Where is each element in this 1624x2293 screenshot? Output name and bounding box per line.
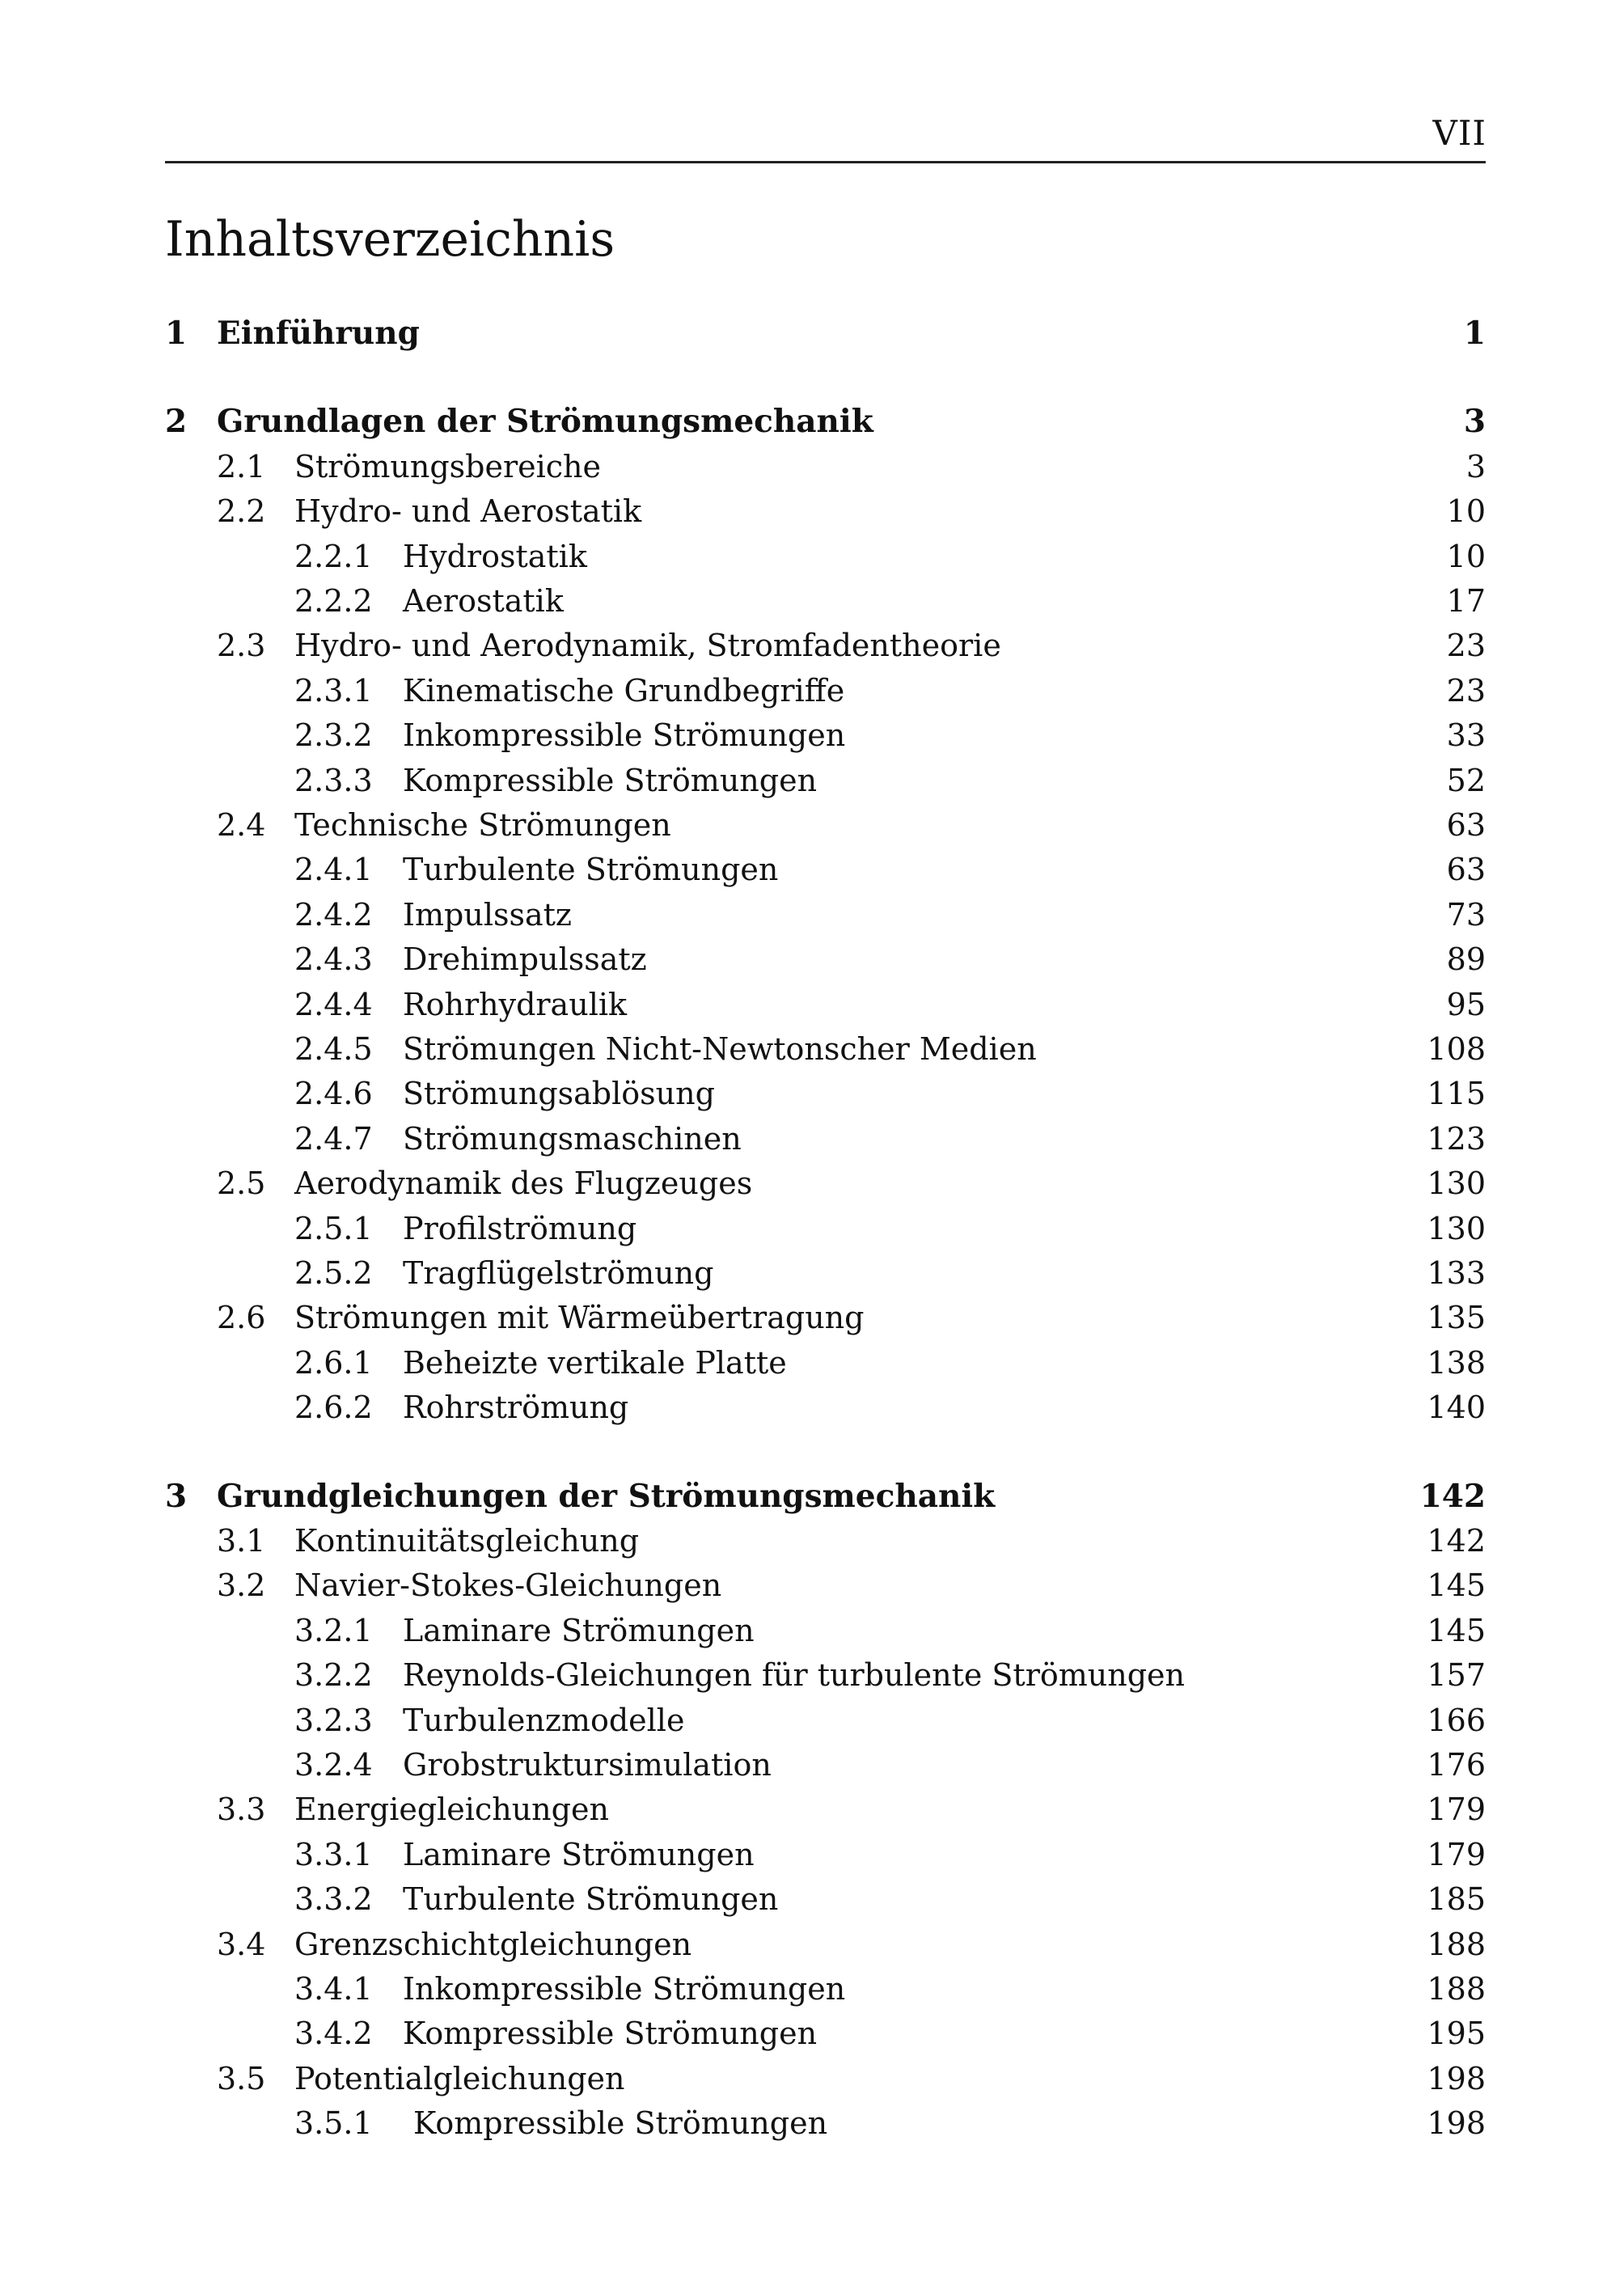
toc-entry-title: Kompressible Strömungen	[413, 2105, 828, 2141]
toc-entry-page: 89	[1446, 941, 1486, 977]
toc-entry-title: Strömungsbereiche	[294, 449, 602, 484]
toc-entry-number: 2.5.1	[294, 1211, 373, 1246]
toc-entry	[0, 1698, 1624, 1743]
toc-entry-number: 3	[165, 1478, 188, 1515]
toc-entry-page: 157	[1427, 1657, 1486, 1693]
toc-entry-number: 3.5.1	[294, 2105, 373, 2141]
toc-entry-page: 142	[1427, 1523, 1486, 1559]
toc-entry-number: 3.4.2	[294, 2016, 373, 2051]
toc-entry-number: 3.1	[217, 1523, 266, 1559]
toc-entry-number: 3.2	[217, 1567, 266, 1603]
toc-entry-number: 2.2	[217, 493, 266, 529]
toc-title: Inhaltsverzeichnis	[165, 211, 615, 268]
toc-entry-title: Potentialgleichungen	[294, 2061, 625, 2096]
toc-entry	[0, 1787, 1624, 1832]
page-number: VII	[1432, 113, 1487, 153]
toc-entry-number: 2.4.2	[294, 897, 373, 933]
toc-entry-page: 10	[1446, 493, 1486, 529]
toc-entry-page: 63	[1446, 852, 1486, 887]
toc-entry	[0, 1608, 1624, 1653]
toc-entry-title: Tragflügelströmung	[403, 1255, 714, 1291]
toc-entry	[0, 802, 1624, 848]
toc-entry-number: 2.5.2	[294, 1255, 373, 1291]
toc-entry	[0, 1832, 1624, 1877]
toc-entry-number: 3.3.1	[294, 1837, 373, 1872]
toc-entry-page: 63	[1446, 807, 1486, 843]
toc-entry-page: 188	[1427, 1971, 1486, 2007]
toc-entry-page: 10	[1446, 539, 1486, 574]
toc-entry	[0, 1966, 1624, 2012]
toc-entry	[0, 1474, 1624, 1519]
toc-entry	[0, 1652, 1624, 1698]
toc-entry-title: Grobstruktursimulation	[403, 1747, 772, 1783]
toc-entry-page: 179	[1427, 1837, 1486, 1872]
toc-entry-title: Laminare Strömungen	[403, 1613, 755, 1648]
toc-entry-page: 115	[1427, 1076, 1486, 1111]
toc-entry-number: 1	[165, 315, 188, 352]
toc-entry-page: 176	[1427, 1747, 1486, 1783]
toc-entry-number: 2.6.2	[294, 1390, 373, 1425]
toc-entry-title: Hydro- und Aerostatik	[294, 493, 642, 529]
toc-entry-title: Kompressible Strömungen	[403, 763, 818, 798]
toc-entry	[0, 534, 1624, 579]
toc-entry-title: Einführung	[217, 315, 420, 352]
toc-entry-number: 2.4.3	[294, 941, 373, 977]
toc-entry	[0, 1250, 1624, 1296]
toc-entry-page: 185	[1427, 1881, 1486, 1917]
toc-entry-number: 2.4.7	[294, 1121, 373, 1157]
toc-entry	[0, 311, 1624, 356]
toc-entry-title: Profilströmung	[403, 1211, 637, 1246]
toc-entry	[0, 668, 1624, 713]
toc-entry-title: Kompressible Strömungen	[403, 2016, 818, 2051]
toc-entry-title: Strömungsmaschinen	[403, 1121, 742, 1157]
toc-entry-number: 3.4.1	[294, 1971, 373, 2007]
toc-entry-number: 3.3	[217, 1792, 266, 1827]
toc-entry	[0, 578, 1624, 624]
toc-entry-title: Impulssatz	[403, 897, 572, 933]
toc-entry-title: Kinematische Grundbegriffe	[403, 673, 845, 709]
toc-entry	[0, 982, 1624, 1027]
toc-entry-title: Navier-Stokes-Gleichungen	[294, 1567, 722, 1603]
toc-entry	[0, 2056, 1624, 2101]
toc-entry-page: 133	[1427, 1255, 1486, 1291]
toc-entry-page: 52	[1446, 763, 1486, 798]
toc-entry-title: Inkompressible Strömungen	[403, 717, 846, 753]
toc-entry-number: 2.3.1	[294, 673, 373, 709]
toc-entry	[0, 399, 1624, 444]
toc-entry-title: Strömungen mit Wärmeübertragung	[294, 1300, 865, 1335]
toc-entry-number: 3.2.3	[294, 1703, 373, 1738]
toc-entry	[0, 1518, 1624, 1563]
toc-entry-title: Hydrostatik	[403, 539, 587, 574]
toc-entry	[0, 2101, 1624, 2146]
toc-entry	[0, 1206, 1624, 1251]
toc-entry	[0, 847, 1624, 892]
toc-entry-page: 130	[1427, 1211, 1486, 1246]
toc-entry-page: 33	[1446, 717, 1486, 753]
toc-entry-number: 2.3.3	[294, 763, 373, 798]
toc-entry-number: 2.6.1	[294, 1345, 373, 1381]
toc-entry-page: 198	[1427, 2061, 1486, 2096]
toc-entry-page: 23	[1446, 673, 1486, 709]
toc-entry-number: 2.4.1	[294, 852, 373, 887]
toc-entry	[0, 937, 1624, 982]
toc-entry-page: 140	[1427, 1390, 1486, 1425]
toc-entry-title: Grundgleichungen der Strömungsmechanik	[217, 1478, 996, 1515]
toc-entry-number: 2.4	[217, 807, 266, 843]
toc-entry-page: 198	[1427, 2105, 1486, 2141]
toc-entry-number: 2.3	[217, 628, 266, 663]
toc-entry-title: Reynolds-Gleichungen für turbulente Strömungen	[403, 1657, 1186, 1693]
toc-entry-title: Drehimpulssatz	[403, 941, 647, 977]
toc-entry-title: Grundlagen der Strömungsmechanik	[217, 403, 873, 440]
toc-entry	[0, 1071, 1624, 1116]
toc-entry-title: Rohrhydraulik	[403, 987, 628, 1022]
toc-entry	[0, 1385, 1624, 1430]
toc-entry-title: Kontinuitätsgleichung	[294, 1523, 640, 1559]
toc-entry-page: 95	[1446, 987, 1486, 1022]
toc-entry	[0, 444, 1624, 489]
toc-entry-title: Strömungen Nicht-Newtonscher Medien	[403, 1031, 1037, 1067]
toc-entry	[0, 1876, 1624, 1922]
toc-entry	[0, 1295, 1624, 1340]
toc-entry-page: 135	[1427, 1300, 1486, 1335]
toc-entry-title: Technische Strömungen	[294, 807, 671, 843]
toc-entry-title: Turbulente Strömungen	[403, 1881, 779, 1917]
toc-entry	[0, 1340, 1624, 1386]
toc-entry-page: 108	[1427, 1031, 1486, 1067]
toc-entry-page: 3	[1465, 449, 1486, 484]
toc-entry-title: Aerodynamik des Flugzeuges	[294, 1166, 753, 1201]
toc-entry-page: 179	[1427, 1792, 1486, 1827]
toc-entry-title: Beheizte vertikale Platte	[403, 1345, 787, 1381]
toc-entry	[0, 1742, 1624, 1787]
header-rule	[165, 161, 1486, 163]
toc-entry-title: Aerostatik	[403, 583, 564, 619]
toc-entry-number: 2.4.4	[294, 987, 373, 1022]
toc-entry-number: 3.3.2	[294, 1881, 373, 1917]
toc-entry-page: 123	[1427, 1121, 1486, 1157]
toc-entry-number: 3.2.1	[294, 1613, 373, 1648]
toc-entry-page: 1	[1463, 315, 1486, 352]
toc-entry-title: Laminare Strömungen	[403, 1837, 755, 1872]
toc-entry-number: 2.4.6	[294, 1076, 373, 1111]
toc-entry	[0, 2011, 1624, 2056]
toc-entry-title: Rohrströmung	[403, 1390, 629, 1425]
toc-entry-title: Turbulente Strömungen	[403, 852, 779, 887]
toc-entry-page: 3	[1463, 403, 1486, 440]
toc-entry-page: 73	[1446, 897, 1486, 933]
toc-entry	[0, 1563, 1624, 1608]
toc-entry	[0, 1922, 1624, 1967]
toc-entry-page: 188	[1427, 1927, 1486, 1962]
toc-entry-number: 3.2.4	[294, 1747, 373, 1783]
toc-entry-title: Strömungsablösung	[403, 1076, 715, 1111]
toc-entry	[0, 713, 1624, 758]
toc-entry-title: Grenzschichtgleichungen	[294, 1927, 692, 1962]
toc-entry-number: 2.3.2	[294, 717, 373, 753]
toc-entry-page: 166	[1427, 1703, 1486, 1738]
toc-entry-page: 130	[1427, 1166, 1486, 1201]
toc-entry-title: Inkompressible Strömungen	[403, 1971, 846, 2007]
toc-entry-title: Energiegleichungen	[294, 1792, 609, 1827]
toc-entry	[0, 758, 1624, 803]
toc-entry-page: 145	[1427, 1567, 1486, 1603]
toc-entry-number: 2.1	[217, 449, 266, 484]
toc-entry	[0, 489, 1624, 534]
toc-entry-number: 2.2.2	[294, 583, 373, 619]
toc-entry-number: 3.5	[217, 2061, 266, 2096]
toc-entry-page: 138	[1427, 1345, 1486, 1381]
toc-entry-number: 3.2.2	[294, 1657, 373, 1693]
toc-entry-page: 17	[1446, 583, 1486, 619]
toc-entry-number: 2.5	[217, 1166, 266, 1201]
toc-entry-page: 23	[1446, 628, 1486, 663]
toc-entry-page: 195	[1427, 2016, 1486, 2051]
toc-entry-number: 3.4	[217, 1927, 266, 1962]
toc-entry-title: Turbulenzmodelle	[403, 1703, 685, 1738]
toc-entry-page: 145	[1427, 1613, 1486, 1648]
toc-entry-number: 2.4.5	[294, 1031, 373, 1067]
toc-entry	[0, 1161, 1624, 1206]
toc-entry-number: 2.6	[217, 1300, 266, 1335]
toc-entry-number: 2	[165, 403, 188, 440]
toc-entry	[0, 1026, 1624, 1072]
toc-entry-number: 2.2.1	[294, 539, 373, 574]
toc-entry	[0, 623, 1624, 668]
toc-entry	[0, 1116, 1624, 1161]
toc-entry-page: 142	[1419, 1478, 1486, 1515]
toc-entry	[0, 892, 1624, 937]
toc-entry-title: Hydro- und Aerodynamik, Stromfadentheorie	[294, 628, 1001, 663]
